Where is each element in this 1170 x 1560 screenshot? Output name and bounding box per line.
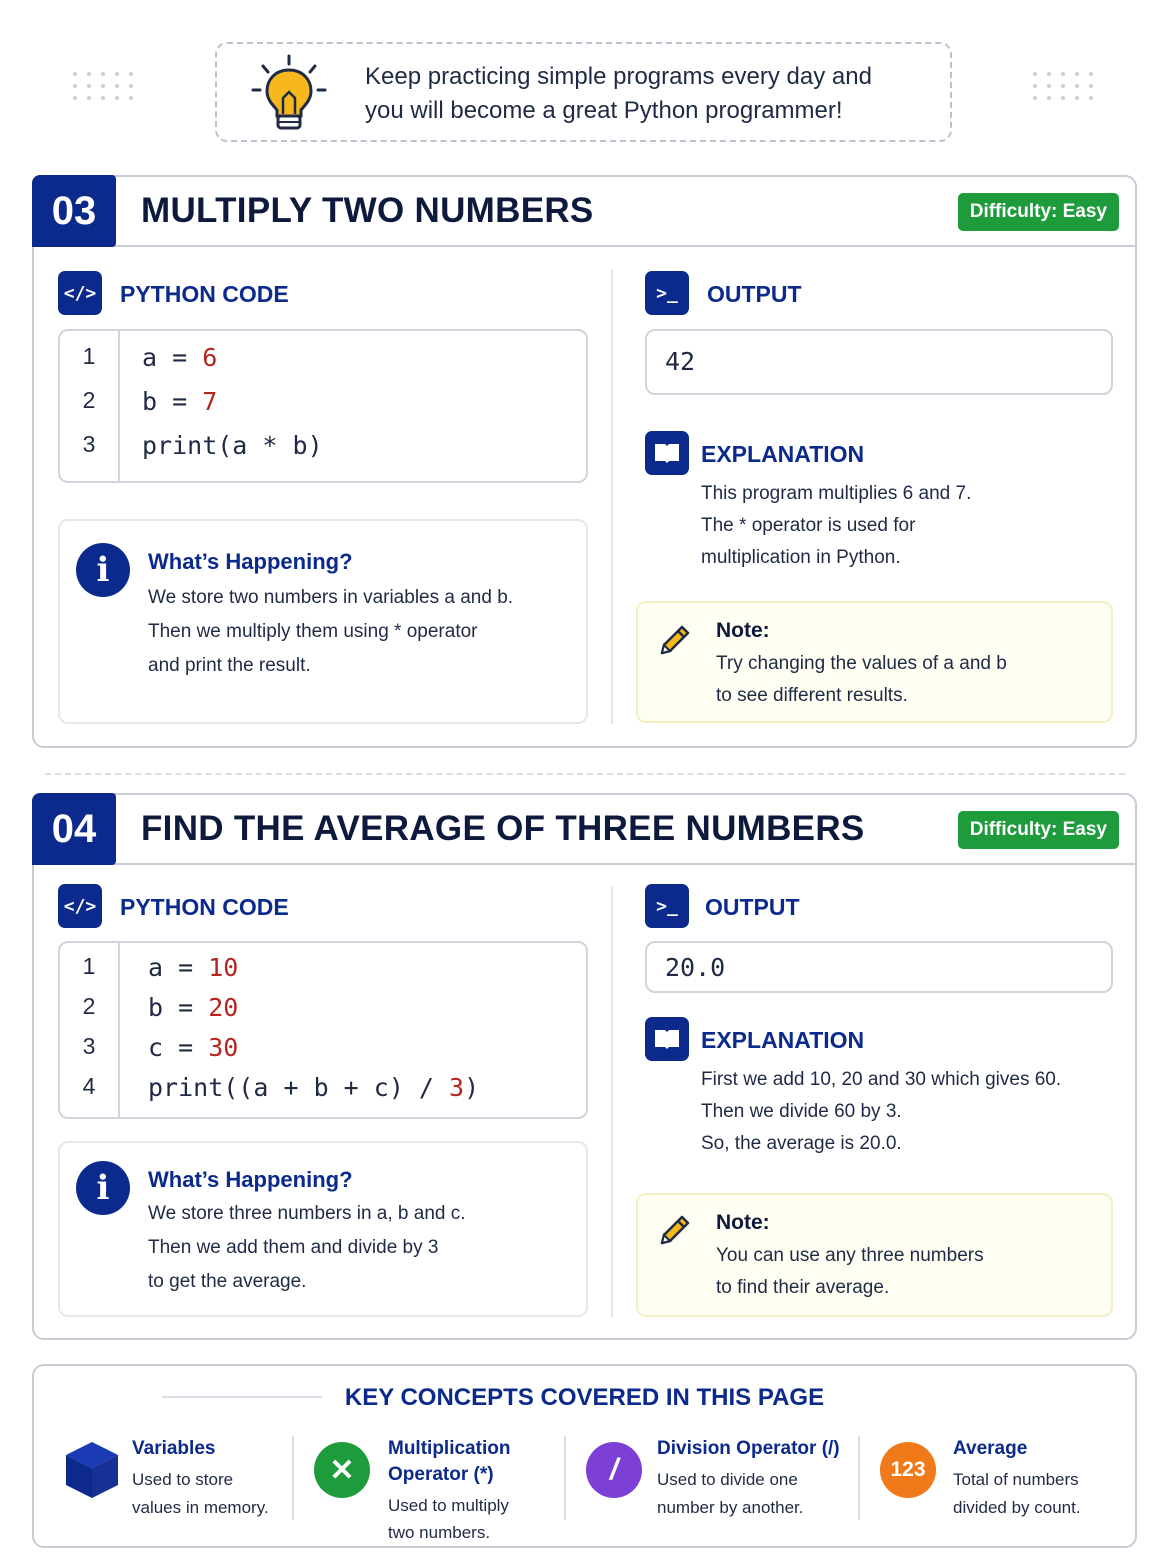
program-card-03 <box>32 175 1137 748</box>
program-card-04 <box>32 793 1137 1340</box>
whats-happening-title: What’s Happening? <box>148 549 353 574</box>
output-box <box>645 329 1113 395</box>
explanation-text: multiplication in Python. <box>701 547 901 568</box>
line-number: 3 <box>82 431 96 457</box>
program-number: 03 <box>32 175 116 247</box>
key-concepts-panel <box>32 1364 1137 1548</box>
python-code-label: PYTHON CODE <box>120 894 289 920</box>
code-number: 30 <box>208 1033 239 1062</box>
line-number: 2 <box>82 387 96 413</box>
output-value: 20.0 <box>665 953 726 982</box>
code-token: b = <box>148 993 209 1022</box>
pencil-icon <box>654 1211 694 1251</box>
program-number: 04 <box>32 793 116 865</box>
line-number: 1 <box>82 953 96 979</box>
code-icon: </> <box>58 884 102 928</box>
pencil-icon <box>654 621 694 661</box>
code-text <box>148 1073 479 1102</box>
code-token: a = <box>142 343 203 372</box>
line-number: 3 <box>82 1033 96 1059</box>
code-text <box>142 387 217 416</box>
decorative-dots <box>68 68 140 108</box>
code-text <box>148 953 238 982</box>
note-box <box>636 601 1113 723</box>
line-number: 2 <box>82 993 96 1019</box>
code-line <box>60 1033 586 1073</box>
whats-happening-text: Then we multiply them using * operator <box>148 621 478 642</box>
card-header <box>34 177 1135 247</box>
lightbulb-icon <box>247 52 331 136</box>
tip-line: you will become a great Python programmer! <box>365 97 843 124</box>
code-token: c = <box>148 1033 209 1062</box>
code-number: 6 <box>202 343 218 372</box>
code-line <box>60 1073 586 1113</box>
code-number: 7 <box>202 387 218 416</box>
cube-icon <box>64 1440 120 1500</box>
code-text <box>148 1033 238 1062</box>
output-value: 42 <box>665 347 696 376</box>
concept-title: Average <box>953 1438 1028 1459</box>
code-line <box>60 387 586 427</box>
output-label: OUTPUT <box>707 281 802 307</box>
info-icon: i <box>76 1161 130 1215</box>
divide-icon: / <box>586 1442 642 1498</box>
code-text <box>148 993 238 1022</box>
code-icon: </> <box>58 271 102 315</box>
numbers-icon: 123 <box>880 1442 936 1498</box>
output-label: OUTPUT <box>705 894 800 920</box>
terminal-icon: >_ <box>645 271 689 315</box>
column-divider <box>611 269 613 724</box>
concept-divider <box>564 1436 566 1520</box>
whats-happening-box <box>58 519 588 724</box>
concept-desc: Used to divide one <box>657 1470 798 1489</box>
book-icon <box>645 431 689 475</box>
column-divider <box>611 887 613 1317</box>
difficulty-badge: Difficulty: Easy <box>958 193 1119 231</box>
note-text: Try changing the values of a and b <box>716 653 1007 674</box>
book-icon <box>645 1017 689 1061</box>
code-token: ) <box>464 1073 480 1102</box>
note-box <box>636 1193 1113 1317</box>
output-box <box>645 941 1113 993</box>
note-title: Note: <box>716 1211 770 1234</box>
tip-line: Keep practicing simple programs every day and <box>365 63 872 90</box>
concept-desc: values in memory. <box>132 1498 269 1517</box>
code-token: print(a * b) <box>142 431 323 460</box>
line-number: 1 <box>82 343 96 369</box>
explanation-label: EXPLANATION <box>701 441 865 467</box>
concept-title: Operator (*) <box>388 1464 494 1485</box>
tip-text <box>365 60 925 128</box>
code-token: print((a + b + c) / <box>148 1073 450 1102</box>
tip-banner <box>215 42 952 142</box>
terminal-icon: >_ <box>645 884 689 928</box>
whats-happening-text: We store three numbers in a, b and c. <box>148 1203 466 1224</box>
code-number: 10 <box>208 953 239 982</box>
code-text <box>142 343 217 372</box>
concept-desc: number by another. <box>657 1498 804 1517</box>
code-number: 3 <box>449 1073 465 1102</box>
code-block <box>58 941 588 1119</box>
note-text: You can use any three numbers <box>716 1245 984 1266</box>
code-text <box>142 431 323 460</box>
concept-title: Division Operator (/) <box>657 1438 840 1459</box>
concept-desc: Total of numbers <box>953 1470 1079 1489</box>
concept-desc: divided by count. <box>953 1498 1081 1517</box>
code-token: a = <box>148 953 209 982</box>
program-title: FIND THE AVERAGE OF THREE NUMBERS <box>141 809 865 848</box>
program-title: MULTIPLY TWO NUMBERS <box>141 191 594 230</box>
python-code-label: PYTHON CODE <box>120 281 289 307</box>
concept-divider <box>292 1436 294 1520</box>
section-separator <box>45 773 1125 775</box>
concept-desc: two numbers. <box>388 1523 491 1542</box>
note-title: Note: <box>716 619 770 642</box>
code-line <box>60 431 586 471</box>
whats-happening-title: What’s Happening? <box>148 1167 353 1192</box>
multiply-icon: ✕ <box>314 1442 370 1498</box>
info-icon: i <box>76 543 130 597</box>
explanation-text: The * operator is used for <box>701 515 916 536</box>
code-line <box>60 953 586 993</box>
concept-title: Multiplication <box>388 1438 511 1459</box>
whats-happening-text: We store two numbers in variables a and b. <box>148 587 514 608</box>
code-number: 20 <box>208 993 239 1022</box>
concept-desc: Used to store <box>132 1470 234 1489</box>
explanation-text: First we add 10, 20 and 30 which gives 60. <box>701 1069 1062 1090</box>
whats-happening-text: to get the average. <box>148 1271 307 1292</box>
concept-desc: Used to multiply <box>388 1496 509 1515</box>
code-line <box>60 993 586 1033</box>
explanation-text: This program multiplies 6 and 7. <box>701 483 972 504</box>
code-token: b = <box>142 387 203 416</box>
whats-happening-box <box>58 1141 588 1317</box>
difficulty-badge: Difficulty: Easy <box>958 811 1119 849</box>
whats-happening-text: Then we add them and divide by 3 <box>148 1237 439 1258</box>
card-header <box>34 795 1135 865</box>
note-text: to find their average. <box>716 1277 890 1298</box>
note-text: to see different results. <box>716 685 908 706</box>
decorative-dots <box>1028 68 1100 108</box>
line-number: 4 <box>82 1073 96 1099</box>
explanation-label: EXPLANATION <box>701 1027 865 1053</box>
code-block <box>58 329 588 483</box>
concept-title: Variables <box>132 1438 216 1459</box>
explanation-text: So, the average is 20.0. <box>701 1133 902 1154</box>
explanation-text: Then we divide 60 by 3. <box>701 1101 902 1122</box>
key-concepts-title: KEY CONCEPTS COVERED IN THIS PAGE <box>344 1384 825 1411</box>
whats-happening-text: and print the result. <box>148 655 311 676</box>
concept-divider <box>858 1436 860 1520</box>
code-line <box>60 343 586 383</box>
